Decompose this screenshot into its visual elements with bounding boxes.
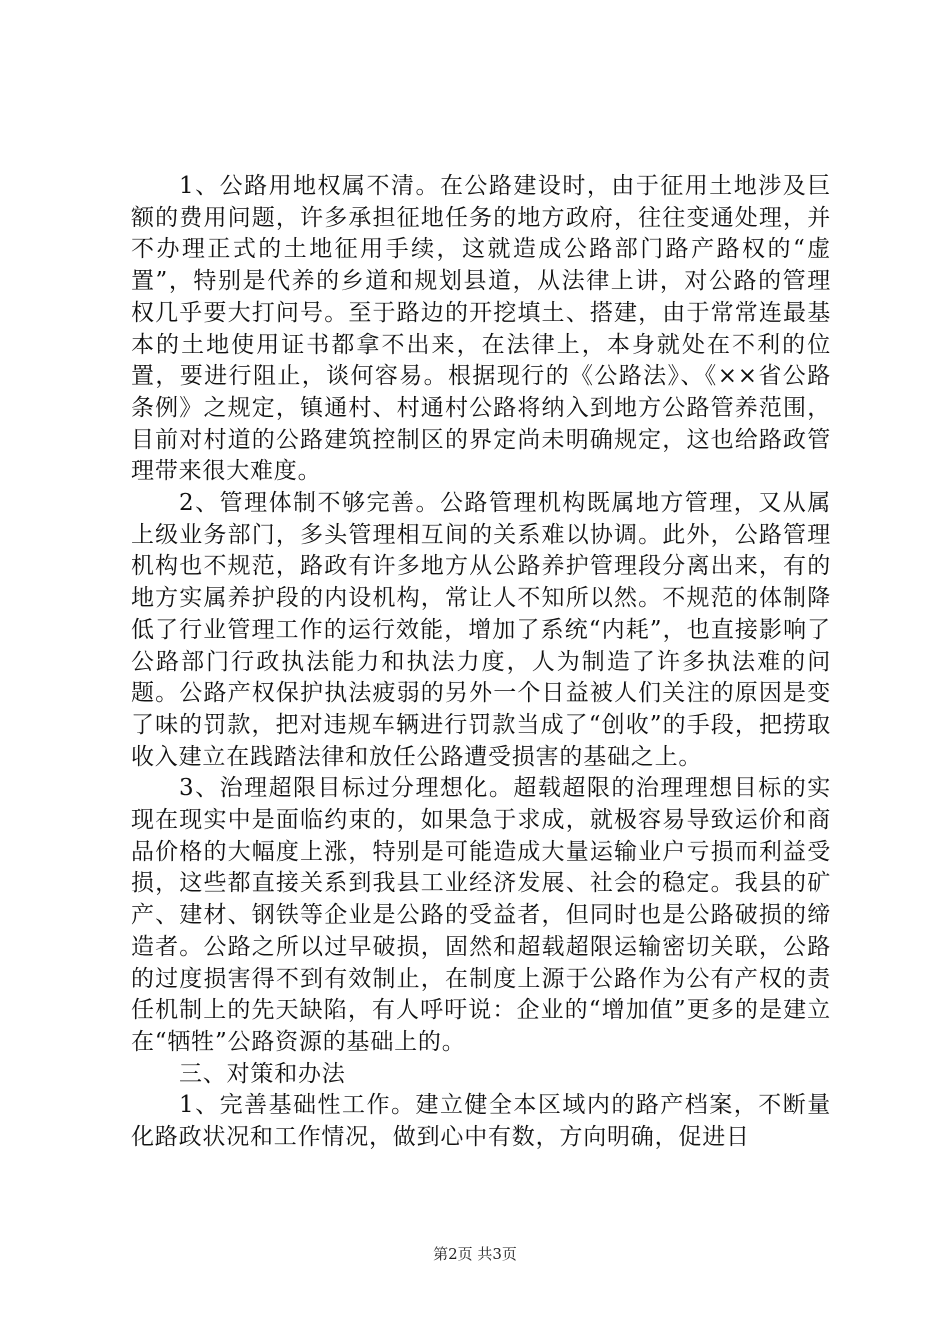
paragraph-overload-governance: 3、治理超限目标过分理想化。超载超限的治理理想目标的实现在现实中是面临约束的，如果急于求成，就极容易导致运价和商品价格的大幅度上涨，特别是可能造成大量运输业户亏损而利益受损，这些都直接关系到我县工业经济发展、社会的稳定。我县的矿产、建材、钢铁等企业是公路的受益者，但同时也是公路破损的缔造者。公路之所以过早破损，固然和超载超限运输密切关联，公路的过度损害得不到有效制止，在制度上源于公路作为公有产权的责任机制上的先天缺陷，有人呼吁说：企业的“增加值”更多的是建立在“牺牲”公路资源的基础上的。: [131, 775, 831, 1055]
paragraph-management-system: 2、管理体制不够完善。公路管理机构既属地方管理，又从属上级业务部门，多头管理相互间的关系难以协调。此外，公路管理机构也不规范，路政有许多地方从公路养护管理段分离出来，有的地方实属养护段的内设机构，常让人不知所以然。不规范的体制降低了行业管理工作的运行效能，增加了系统“内耗”，也直接影响了公路部门行政执法能力和执法力度，人为制造了许多执法难的问题。公路产权保护执法疲弱的另外一个日益被人们关注的原因是变了味的罚款，把对违规车辆进行罚款当成了“创收”的手段，把捞取收入建立在践踏法律和放任公路遭受损害的基础之上。: [131, 490, 831, 770]
paragraph-basic-work: 1、完善基础性工作。建立健全本区域内的路产档案，不断量化路政状况和工作情况，做到心中有数，方向明确，促进日: [131, 1092, 831, 1151]
section-heading-countermeasures: 三、对策和办法: [179, 1060, 346, 1087]
page-number-footer: 第2页 共3页: [433, 1245, 517, 1263]
paragraph-land-ownership: 1、公路用地权属不清。在公路建设时，由于征用土地涉及巨额的费用问题，许多承担征地任务的地方政府，往往变通处理，并不办理正式的土地征用手续，这就造成公路部门路产路权的“虚置”，特别是代养的乡道和规划县道，从法律上讲，对公路的管理权几乎要大打问号。至于路边的开挖填土、搭建，由于常常连最基本的土地使用证书都拿不出来，在法律上，本身就处在不利的位置，要进行阻止，谈何容易。根据现行的《公路法》、《××省公路条例》之规定，镇通村、村通村公路将纳入到地方公路管养范围，目前对村道的公路建筑控制区的界定尚未明确规定，这也给路政管理带来很大难度。: [131, 173, 831, 485]
document-body: [131, 171, 831, 1154]
